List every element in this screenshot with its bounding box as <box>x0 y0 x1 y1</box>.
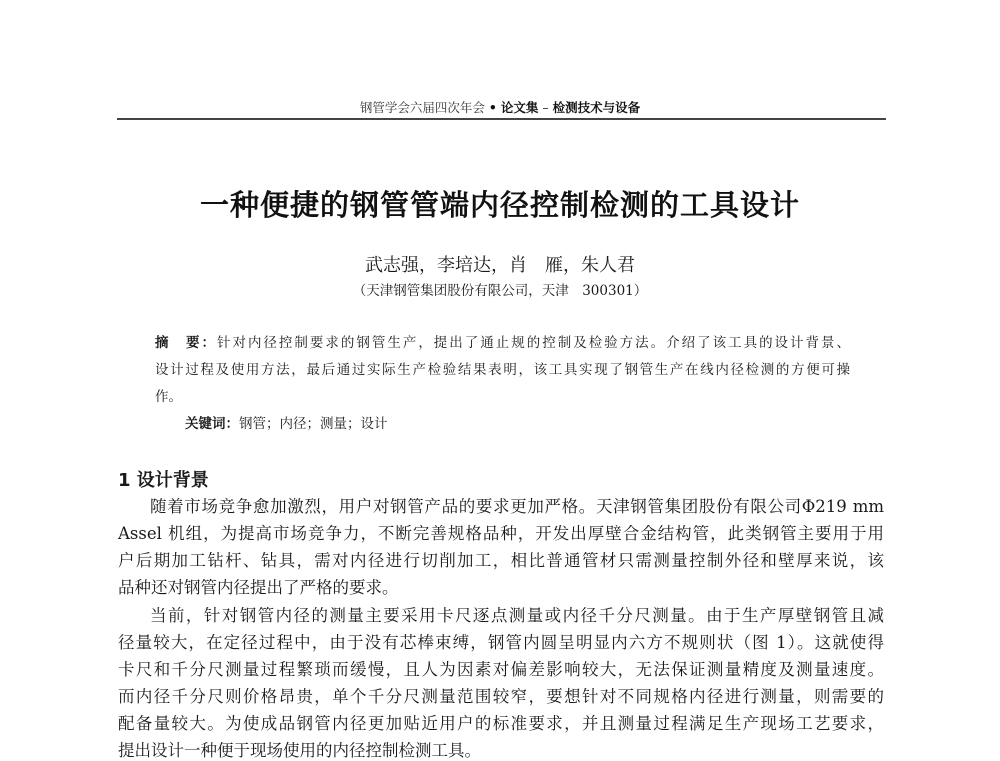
keywords-label: 关键词： <box>185 416 239 432</box>
abstract-label: 摘 要： <box>155 335 217 351</box>
body-line: 当前，针对钢管内径的测量主要采用卡尺逐点测量或内径千分尺测量。由于生产厚壁钢管且减 <box>150 606 884 625</box>
section-name: 检测技术与设备 <box>552 100 641 115</box>
affiliation: （天津钢管集团股份有限公司，天津 300301） <box>352 283 648 299</box>
header-dash: – <box>542 100 549 115</box>
abstract-line: 作。 <box>155 389 182 405</box>
body-line: 而内径千分尺则价格昂贵，单个千分尺测量范围较窄，要想针对不同规格内径进行测量，则需要的 <box>118 687 884 706</box>
body-line: 提出设计一种便于现场使用的内径控制检测工具。 <box>118 741 481 760</box>
header-bullet: • <box>488 100 497 115</box>
conference-name: 钢管学会六届四次年会 <box>359 100 485 115</box>
paper-title: 一种便捷的钢管管端内径控制检测的工具设计 <box>199 188 800 222</box>
abstract-line <box>155 331 850 351</box>
body-line: 随着市场竞争愈加激烈，用户对钢管产品的要求更加严格。天津钢管集团股份有限公司Φ219 mm <box>150 497 884 516</box>
body-line: 品种还对钢管内径提出了严格的要求。 <box>118 578 399 597</box>
body-line: Assel 机组，为提高市场竞争力，不断完善规格品种，开发出厚壁合金结构管，此类钢管主要用于用 <box>118 524 884 543</box>
body-line: 卡尺和千分尺测量过程繁琐而缓慢，且人为因素对偏差影响较大，无法保证测量精度及测量速度。 <box>118 660 884 679</box>
keywords-text: 钢管；内径；测量；设计 <box>239 416 388 432</box>
body-line: 户后期加工钻杆、钻具，需对内径进行切削加工，相比普通管材只需测量控制外径和壁厚来说，该 <box>118 551 884 570</box>
header-rule <box>117 118 886 120</box>
collection-name: 论文集 <box>500 100 539 115</box>
body-line: 配备量较大。为使成品钢管内径更加贴近用户的标准要求，并且测量过程满足生产现场工艺要求， <box>118 714 884 733</box>
running-header <box>0 98 1000 116</box>
body-line: 径量较大，在定径过程中，由于没有芯棒束缚，钢管内圆呈明显内六方不规则状（图 1）。这就使得 <box>118 633 884 652</box>
abstract-line: 设计过程及使用方法，最后通过实际生产检验结果表明，该工具实现了钢管生产在线内径检测的方便可操 <box>155 362 850 378</box>
section-heading: 1 设计背景 <box>118 470 209 491</box>
keywords <box>185 412 388 432</box>
abstract-text: 针对内径控制要求的钢管生产，提出了通止规的控制及检验方法。介绍了该工具的设计背景、 <box>216 335 851 351</box>
authors: 武志强，李培达，肖 雁，朱人君 <box>365 255 635 276</box>
